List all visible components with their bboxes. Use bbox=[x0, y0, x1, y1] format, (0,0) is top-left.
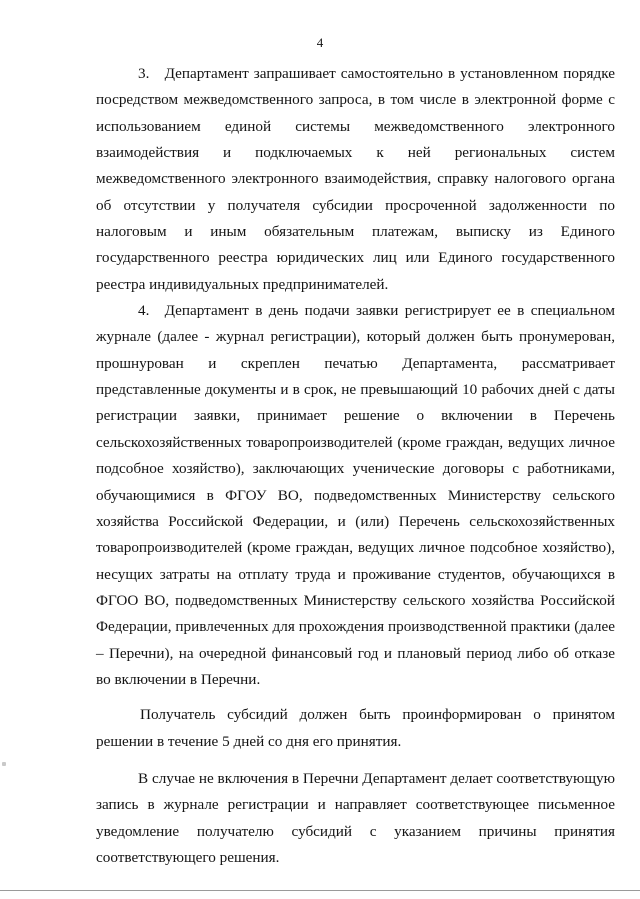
paragraph-4: 4. Департамент в день подачи заявки регистрирует ее в специальном журнале (далее - журнал регистрации), который должен быть пронумерован, прошнурован и скреплен печатью Департамента, рассматривает представленные документы и в срок, не превышающий 10 рабочих дней с даты регистрации заявки, принимает решение о включении в Перечень сельскохозяйственных товаропроизводителей (кроме граждан, ведущих личное подсобное хозяйство), заключающих ученические договоры с работниками, обучающимися в ФГОУ ВО, подведомственных Министерству сельского хозяйства Российской Федерации, и (или) Перечень сельскохозяйственных товаропроизводителей (кроме граждан, ведущих личное подсобное хозяйство), несущих затраты на отплату труда и проживание студентов, обучающихся в ФГОО ВО, подведомственных Министерству сельского хозяйства Российской Федерации, привлеченных для прохождения производственной практики (далее – Перечни), на очередной финансовый год и плановый период либо об отказе во включении в Перечни. bbox=[96, 302, 615, 688]
paragraph-notification: Получатель субсидий должен быть проинформирован о принятом решении в течение 5 дней со дня его принятия. bbox=[96, 706, 615, 750]
scan-bottom-edge bbox=[0, 890, 640, 891]
paragraph-refusal: В случае не включения в Перечни Департамент делает соответствующую запись в журнале регистрации и направляет соответствующее письменное уведомление получателю субсидий с указанием причины принятия соответствующего решения. bbox=[96, 769, 615, 866]
document-body bbox=[96, 61, 615, 871]
paragraph-3: 3. Департамент запрашивает самостоятельно в установленном порядке посредством межведомственного запроса, в том числе в электронной форме с использованием единой системы межведомственного электронного взаимодействия и подключаемых к ней региональных систем межведомственного электронного взаимодействия, справку налогового органа об отсутствии у получателя субсидии просроченной задолженности по налоговым и иным обязательным платежам, выписку из Единого государственного реестра юридических лиц или Единого государственного реестра индивидуальных предпринимателей. bbox=[96, 65, 615, 293]
page-number: 4 bbox=[316, 35, 324, 50]
scan-margin-mark bbox=[2, 762, 6, 766]
